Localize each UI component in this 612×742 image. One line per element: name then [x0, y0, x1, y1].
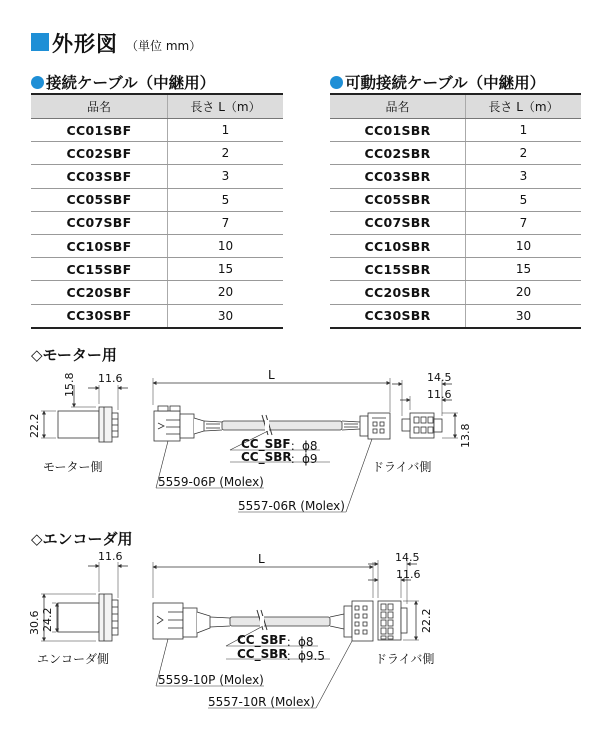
encoder-plug-5557-10r-drawing [330, 601, 373, 641]
unit-note: （単位 mm） [126, 39, 202, 53]
sbf-cable-name: CC_SBF [237, 633, 287, 647]
sbf-cable-diameter: ：ϕ8 [286, 635, 314, 649]
product-name-cell: CC20SBF [31, 281, 168, 304]
length-cell: 10 [168, 234, 284, 257]
length-cell: 7 [168, 211, 284, 234]
encoder-dim-14-5: 14.5 [395, 551, 420, 564]
sbf-cable-name: CC_SBF [241, 437, 291, 451]
product-name-cell: CC30SBR [330, 304, 466, 328]
col-header-length: 長さ L（m） [168, 94, 284, 119]
motor-plug-5559-06p-drawing [154, 406, 222, 441]
product-name-cell: CC05SBF [31, 188, 168, 211]
motor-plug-5557-06r-drawing [342, 413, 390, 439]
motor-section-heading: ◇モーター用 [31, 346, 117, 364]
product-name-cell: CC10SBF [31, 234, 168, 257]
product-name-cell: CC01SBR [330, 119, 466, 142]
motor-dim-22-2: 22.2 [28, 413, 41, 438]
sbr-cable-diameter: ：ϕ9 [290, 452, 318, 466]
product-name-cell: CC07SBR [330, 211, 466, 234]
length-cell: 2 [466, 142, 582, 165]
encoder-dim-30-6: 30.6 [28, 610, 41, 635]
product-name-cell: CC02SBR [330, 142, 466, 165]
length-cell: 1 [168, 119, 284, 142]
motor-dim-11-6-right: 11.6 [427, 388, 452, 401]
motor-left-connector-drawing [58, 407, 118, 442]
col-header-name: 品名 [330, 94, 466, 119]
length-cell: 2 [168, 142, 284, 165]
table-heading-left: 接続ケーブル（中継用） [31, 71, 215, 93]
length-cell: 20 [466, 281, 582, 304]
length-cell: 15 [168, 258, 284, 281]
length-cell: 3 [168, 165, 284, 188]
motor-driver-end-front-view [402, 413, 442, 438]
connector-label-right: 5557-06R (Molex) [238, 499, 345, 513]
encoder-plug-5559-10p-drawing [153, 603, 230, 639]
encoder-dim-11-6-right: 11.6 [396, 568, 421, 581]
product-name-cell: CC07SBF [31, 211, 168, 234]
connector-label-right: 5557-10R (Molex) [208, 695, 315, 709]
product-name-cell: CC03SBF [31, 165, 168, 188]
table-heading-right: 可動接続ケーブル（中継用） [330, 71, 545, 93]
length-cell: 7 [466, 211, 582, 234]
product-name-cell: CC02SBF [31, 142, 168, 165]
product-name-cell: CC15SBF [31, 258, 168, 281]
product-name-cell: CC30SBF [31, 304, 168, 328]
encoder-side-label: エンコーダ側 [37, 652, 110, 666]
motor-dim-11-6: 11.6 [98, 372, 123, 385]
col-header-length: 長さ L（m） [466, 94, 582, 119]
product-name-cell: CC03SBR [330, 165, 466, 188]
encoder-driver-end-front-view [378, 601, 407, 640]
driver-side-label: ドライバ側 [375, 652, 435, 666]
length-cell: 5 [168, 188, 284, 211]
sbr-cable-name: CC_SBR [237, 647, 288, 661]
length-cell: 3 [466, 165, 582, 188]
encoder-section-heading: ◇エンコーダ用 [31, 530, 133, 548]
length-cell: 5 [466, 188, 582, 211]
product-name-cell: CC05SBR [330, 188, 466, 211]
encoder-dim-22-2: 22.2 [420, 608, 433, 633]
encoder-dim-24-2: 24.2 [41, 607, 54, 632]
encoder-dim-11-6: 11.6 [98, 550, 123, 563]
driver-side-label: ドライバ側 [372, 460, 432, 474]
product-name-cell: CC20SBR [330, 281, 466, 304]
connector-label-left: 5559-10P (Molex) [158, 673, 264, 687]
length-cell: 1 [466, 119, 582, 142]
motor-dim-13-8: 13.8 [459, 423, 472, 448]
length-cell: 30 [168, 304, 284, 328]
encoder-dim-L: L [258, 552, 265, 566]
length-cell: 20 [168, 281, 284, 304]
product-name-cell: CC10SBR [330, 234, 466, 257]
motor-dim-L: L [268, 368, 275, 382]
motor-dim-15-8: 15.8 [63, 372, 76, 397]
motor-side-label: モーター側 [43, 460, 103, 474]
col-header-name: 品名 [31, 94, 168, 119]
page-title: 外形図 [52, 32, 118, 56]
encoder-left-connector-drawing [58, 594, 118, 641]
product-name-cell: CC01SBF [31, 119, 168, 142]
connector-label-left: 5559-06P (Molex) [158, 475, 264, 489]
length-cell: 10 [466, 234, 582, 257]
motor-dim-14-5: 14.5 [427, 371, 452, 384]
product-name-cell: CC15SBR [330, 258, 466, 281]
sbr-cable-diameter: ：ϕ9.5 [286, 649, 326, 663]
sbf-cable-diameter: ：ϕ8 [290, 439, 318, 453]
length-cell: 15 [466, 258, 582, 281]
sbr-cable-name: CC_SBR [241, 450, 292, 464]
length-cell: 30 [466, 304, 582, 328]
